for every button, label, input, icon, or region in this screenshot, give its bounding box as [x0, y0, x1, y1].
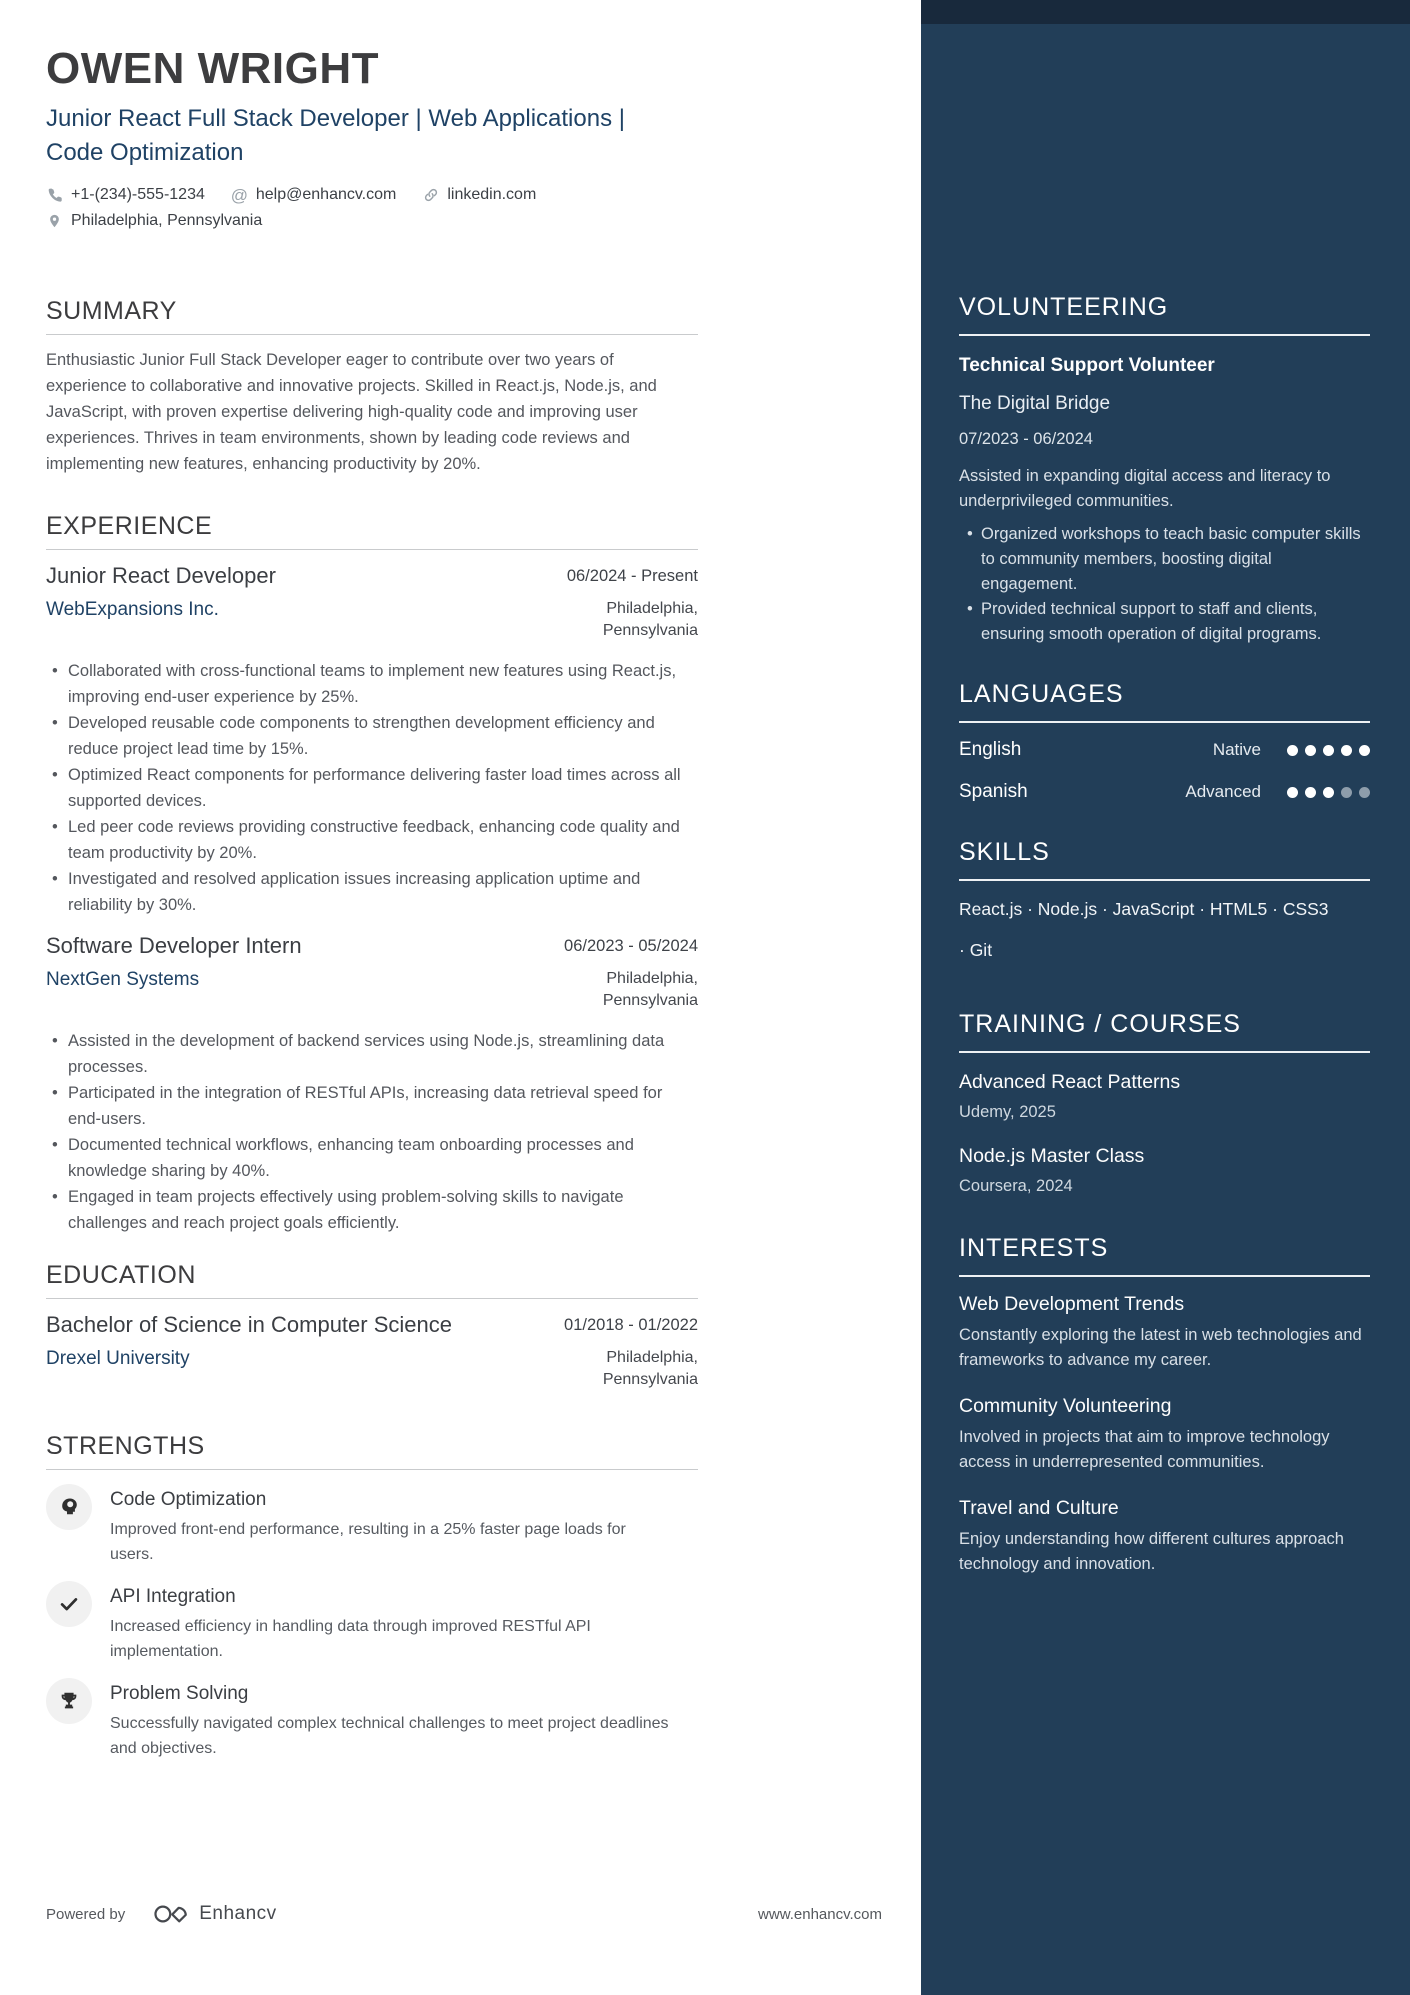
- strengths-divider: [46, 1469, 698, 1470]
- course-title: Node.js Master Class: [959, 1145, 1145, 1167]
- job-bullet: • Collaborated with cross-functional teams to implement new features using React.js, improving end-user experience by 25%.: [68, 658, 698, 710]
- phone-icon: [46, 187, 63, 204]
- enhancv-logo-icon: [153, 1902, 189, 1926]
- brand-name: Enhancv: [199, 1903, 277, 1924]
- language-row: [959, 737, 1370, 763]
- course-entry: [959, 1069, 1370, 1123]
- education-entry: [46, 1311, 698, 1391]
- language-name: English: [959, 739, 1022, 760]
- job-bullet: • Engaged in team projects effectively using problem-solving skills to navigate challenges and reach project goals efficiently.: [68, 1184, 698, 1236]
- course-provider: Udemy, 2025: [959, 1103, 1056, 1121]
- interest-description: Enjoy understanding how different cultures approach technology and innovation.: [959, 1530, 1344, 1573]
- volunteer-dates: 07/2023 - 06/2024: [959, 430, 1093, 448]
- volunteer-role: Technical Support Volunteer: [959, 355, 1215, 376]
- job-bullet-list: [46, 658, 698, 918]
- contact-row: [46, 186, 698, 204]
- proficiency-dot-empty: [1341, 787, 1352, 798]
- course-entry: [959, 1143, 1370, 1197]
- experience-divider: [46, 549, 698, 550]
- strength-title: Problem Solving: [110, 1683, 249, 1704]
- proficiency-dot-empty: [1359, 787, 1370, 798]
- strengths-heading: STRENGTHS: [46, 1432, 205, 1460]
- strength-title: Code Optimization: [110, 1489, 267, 1510]
- skills-section: [959, 837, 1370, 971]
- experience-section: [46, 511, 698, 1236]
- head-idea-icon: [46, 1484, 92, 1530]
- strength-description: Successfully navigated complex technical challenges to meet project deadlines and objectives.: [110, 1715, 669, 1757]
- proficiency-dot-filled: [1359, 745, 1370, 756]
- link-icon: [422, 187, 439, 204]
- skills-heading: SKILLS: [959, 838, 1050, 866]
- page-footer: [46, 1902, 882, 1926]
- candidate-headline: Junior React Full Stack Developer | Web Applications | Code Optimization: [46, 105, 625, 166]
- location-contact: [46, 212, 262, 230]
- training-section: [959, 1009, 1370, 1197]
- volunteer-bullet: • Provided technical support to staff and clients, ensuring smooth operation of digital programs.: [981, 597, 1370, 647]
- volunteer-bullet: • Organized workshops to teach basic computer skills to community members, boosting digital engagement.: [981, 522, 1370, 597]
- job-bullet: • Participated in the integration of RESTful APIs, increasing data retrieval speed for end-users.: [68, 1080, 698, 1132]
- job-dates: 06/2023 - 05/2024: [564, 937, 698, 955]
- job-location: Philadelphia, Pennsylvania: [602, 600, 698, 639]
- education-divider: [46, 1298, 698, 1299]
- powered-by-label: Powered by: [46, 1905, 126, 1923]
- volunteer-bullet-list: [959, 522, 1370, 647]
- education-location: Philadelphia, Pennsylvania: [602, 1349, 698, 1388]
- languages-divider: [959, 721, 1370, 723]
- job-bullet: • Investigated and resolved application issues increasing application uptime and reliability by 30%.: [68, 866, 698, 918]
- school-name: Drexel University: [46, 1348, 190, 1369]
- proficiency-dot-filled: [1341, 745, 1352, 756]
- location-text: Philadelphia, Pennsylvania: [71, 212, 263, 229]
- summary-heading: SUMMARY: [46, 297, 177, 325]
- linkedin-url[interactable]: linkedin.com: [447, 186, 537, 203]
- interest-entry: [959, 1291, 1370, 1373]
- language-level: Native: [1212, 740, 1261, 759]
- proficiency-dot-filled: [1323, 745, 1334, 756]
- job-bullet-list: [46, 1028, 698, 1236]
- education-dates: 01/2018 - 01/2022: [564, 1316, 698, 1334]
- job-company: WebExpansions Inc.: [46, 599, 219, 620]
- strength-title: API Integration: [110, 1586, 236, 1607]
- candidate-name: OWEN WRIGHT: [46, 44, 380, 93]
- volunteer-description: Assisted in expanding digital access and literacy to underprivileged communities.: [959, 467, 1331, 510]
- volunteering-heading: VOLUNTEERING: [959, 293, 1169, 321]
- summary-section: [46, 296, 698, 477]
- summary-text: Enthusiastic Junior Full Stack Developer eager to contribute over two years of experience to collaborative and innovative projects. Skilled in React.js, Node.js, and JavaScript, with proven expertise delivering high-quality code and improving user experiences. Thrives in team environments, shown by leading code reviews and implementing new features, enhancing productivity by 20%.: [46, 351, 657, 473]
- language-proficiency-dots: [1287, 745, 1370, 756]
- strength-description: Improved front-end performance, resulting in a 25% faster page loads for users.: [110, 1521, 626, 1563]
- job-bullet: • Developed reusable code components to strengthen development efficiency and reduce project lead time by 15%.: [68, 710, 698, 762]
- training-divider: [959, 1051, 1370, 1053]
- language-proficiency-dots: [1287, 787, 1370, 798]
- phone-contact: [46, 186, 205, 204]
- job-entry: [46, 932, 698, 1236]
- email-address[interactable]: help@enhancv.com: [255, 186, 397, 203]
- job-bullet: • Assisted in the development of backend services using Node.js, streamlining data processes.: [68, 1028, 698, 1080]
- language-row: [959, 779, 1370, 805]
- strength-item: [46, 1581, 698, 1664]
- language-name: Spanish: [959, 781, 1028, 802]
- job-bullet: • Led peer code reviews providing constructive feedback, enhancing code quality and team productivity by 20%.: [68, 814, 698, 866]
- email-contact[interactable]: [231, 186, 396, 204]
- job-location: Philadelphia, Pennsylvania: [602, 970, 698, 1009]
- interests-section: [959, 1233, 1370, 1577]
- interests-heading: INTERESTS: [959, 1234, 1109, 1262]
- job-company: NextGen Systems: [46, 969, 200, 990]
- interest-title: Community Volunteering: [959, 1395, 1172, 1417]
- course-provider: Coursera, 2024: [959, 1177, 1073, 1195]
- job-title: Junior React Developer: [46, 563, 276, 588]
- interest-title: Travel and Culture: [959, 1497, 1119, 1519]
- summary-divider: [46, 334, 698, 335]
- sidebar-top-strip: [921, 0, 1410, 24]
- location-pin-icon: [46, 213, 63, 230]
- skills-list: React.js · Node.js · JavaScript · HTML5 · CSS3 · Git: [959, 899, 1329, 960]
- interest-title: Web Development Trends: [959, 1293, 1185, 1315]
- location-row: [46, 212, 698, 230]
- skills-divider: [959, 879, 1370, 881]
- strength-item: [46, 1484, 698, 1567]
- proficiency-dot-filled: [1287, 745, 1298, 756]
- trophy-icon: [46, 1678, 92, 1724]
- volunteering-divider: [959, 334, 1370, 336]
- strengths-section: [46, 1431, 698, 1761]
- job-entry: [46, 562, 698, 918]
- enhancv-logo[interactable]: [153, 1902, 276, 1926]
- training-heading: TRAINING / COURSES: [959, 1010, 1241, 1038]
- sidebar: [921, 0, 1410, 1995]
- strength-item: [46, 1678, 698, 1761]
- job-title: Software Developer Intern: [46, 933, 302, 958]
- proficiency-dot-filled: [1323, 787, 1334, 798]
- degree-title: Bachelor of Science in Computer Science: [46, 1312, 452, 1337]
- proficiency-dot-filled: [1305, 745, 1316, 756]
- education-section: [46, 1260, 698, 1391]
- job-bullet: • Documented technical workflows, enhancing team onboarding processes and knowledge sharing by 40%.: [68, 1132, 698, 1184]
- linkedin-contact[interactable]: [422, 186, 536, 204]
- interest-description: Involved in projects that aim to improve technology access in underrepresented communities.: [959, 1428, 1330, 1471]
- interest-description: Constantly exploring the latest in web technologies and frameworks to advance my career.: [959, 1326, 1362, 1369]
- interest-entry: [959, 1495, 1370, 1577]
- language-level: Advanced: [1185, 782, 1261, 801]
- education-heading: EDUCATION: [46, 1261, 196, 1289]
- website-url[interactable]: www.enhancv.com: [758, 1905, 882, 1923]
- languages-section: [959, 679, 1370, 805]
- at-icon: @: [230, 185, 249, 205]
- experience-heading: EXPERIENCE: [46, 512, 213, 540]
- course-title: Advanced React Patterns: [959, 1071, 1181, 1093]
- interests-divider: [959, 1275, 1370, 1277]
- check-icon: [46, 1581, 92, 1627]
- volunteering-section: [959, 292, 1370, 647]
- languages-heading: LANGUAGES: [959, 680, 1124, 708]
- strength-description: Increased efficiency in handling data through improved RESTful API implementation.: [110, 1618, 591, 1660]
- proficiency-dot-filled: [1305, 787, 1316, 798]
- phone-number: +1-(234)-555-1234: [71, 186, 205, 203]
- proficiency-dot-filled: [1287, 787, 1298, 798]
- job-dates: 06/2024 - Present: [566, 567, 698, 585]
- interest-entry: [959, 1393, 1370, 1475]
- volunteer-organization: The Digital Bridge: [959, 393, 1111, 414]
- job-bullet: • Optimized React components for performance delivering faster load times across all supported devices.: [68, 762, 698, 814]
